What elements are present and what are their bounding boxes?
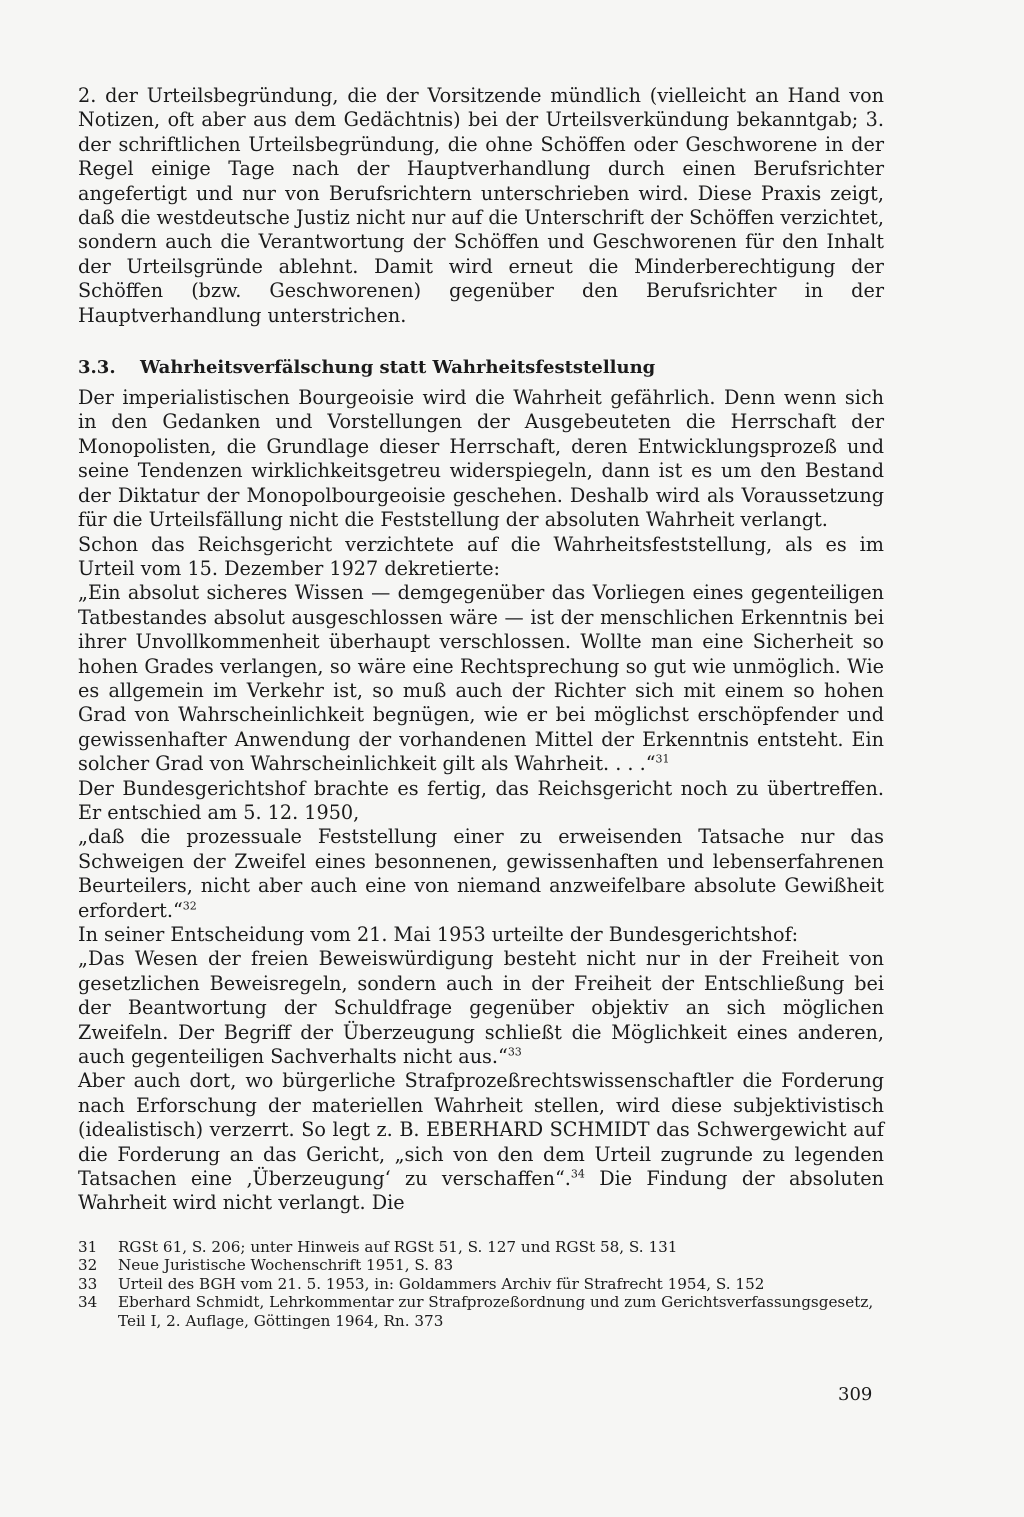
footnote-ref-33: 33 <box>507 1045 522 1059</box>
quote-bgh-1953 <box>78 947 884 1069</box>
page-number: 309 <box>838 1384 873 1405</box>
quote-bgh-1950-text: „daß die prozessuale Feststellung einer zu erweisenden Tatsache nur das Schweigen der Zweifel eines besonnenen, gewissenhaften und lebenserfahrenen Beurteilers, nicht aber auch eine von niemand anzweifelbare absolute Gewißheit erfordert.“ <box>78 825 884 922</box>
intro-paragraph: 2. der Urteilsbegründung, die der Vorsitzende mündlich (vielleicht an Hand von Notizen, oft aber aus dem Gedächtnis) bei der Urteilsverkündung bekanntgab; 3. der schriftlichen Urteilsbegründung, die ohne Schöffen oder Geschworene in der Regel einige Tage nach der Hauptverhandlung durch einen Berufsrichter angefertigt und nur von Berufsrichtern unterschrieben wird. Diese Praxis zeigt, daß die westdeutsche Justiz nicht nur auf die Unterschrift der Schöffen verzichtet, sondern auch die Verantwortung der Schöffen und Geschworenen für den Inhalt der Urteilsgründe ablehnt. Damit wird erneut die Minderberechtigung der Schöffen (bzw. Geschworenen) gegenüber den Berufsrichter in der Hauptverhandlung unterstrichen. <box>78 84 884 327</box>
footnote-text: Neue Juristische Wochenschrift 1951, S. 83 <box>118 1256 454 1275</box>
section-number: 3.3. <box>78 357 116 379</box>
footnote-number: 34 <box>78 1293 98 1312</box>
quote-reichsgericht <box>78 581 884 776</box>
paragraph-bourgeoisie: Der imperialistischen Bourgeoisie wird die Wahrheit gefährlich. Denn wenn sich in den Gedanken und Vorstellungen der Ausgebeuteten die Herrschaft der Monopolisten, die Grundlage dieser Herrschaft, deren Entwicklungsprozeß und seine Tendenzen wirklichkeitsgetreu widerspiegeln, dann ist es um den Bestand der Diktatur der Monopolbourgeoisie geschehen. Deshalb wird als Voraussetzung für die Urteilsfällung nicht die Feststellung der absoluten Wahrheit verlangt. <box>78 386 884 532</box>
footnote-text: Urteil des BGH vom 21. 5. 1953, in: Goldammers Archiv für Strafrecht 1954, S. 152 <box>118 1274 765 1293</box>
paragraph-schmidt-continuation: Die Findung der absoluten Wahrheit wird nicht verlangt. Die <box>78 1167 884 1215</box>
quote-reichsgericht-text: „Ein absolut sicheres Wissen — demgegenüber das Vorliegen eines gegenteiligen Tatbestandes absolut ausgeschlossen wäre — ist der menschlichen Erkenntnis bei ihrer Unvollkommenheit überhaupt verschlossen. Wollte man eine Sicherheit so hohen Grades verlangen, so wäre eine Rechtsprechung so gut wie unmöglich. Wie es allgemein im Verkehr ist, so muß auch der Richter sich mit einem so hohen Grad von Wahrscheinlichkeit begnügen, wie er bei möglichst erschöpfender und gewissenhafter Anwendung der vorhandenen Mittel der Erkenntnis entsteht. Ein solcher Grad von Wahrscheinlichkeit gilt als Wahrheit. . . .“ <box>78 581 884 776</box>
page-body <box>78 84 884 1330</box>
footnote-text: RGSt 61, S. 206; unter Hinweis auf RGSt 51, S. 127 und RGSt 58, S. 131 <box>118 1237 678 1256</box>
quote-bgh-1953-text: „Das Wesen der freien Beweiswürdigung besteht nicht nur in der Freiheit von gesetzlichen Beweisregeln, sondern auch in der Freiheit der Entschließung bei der Beantwortung der Schuldfrage gegenüber objektiv an sich möglichen Zweifeln. Der Begriff der Überzeugung schließt die Möglichkeit eines anderen, auch gegenteiligen Sachverhalts nicht aus.“ <box>78 947 884 1069</box>
footnote-ref-34: 34 <box>570 1167 585 1181</box>
footnote-ref-32: 32 <box>182 899 197 913</box>
footnote-text: Eberhard Schmidt, Lehrkommentar zur Strafprozeßordnung und zum Gerichtsverfassungsgesetz, Teil I, 2. Auflage, Göttingen 1964, Rn. 373 <box>118 1293 874 1330</box>
paragraph-bundesgerichtshof: Der Bundesgerichtshof brachte es fertig, das Reichsgericht noch zu übertreffen. Er entschied am 5. 12. 1950, <box>78 776 884 824</box>
paragraph-entscheidung-1953: In seiner Entscheidung vom 21. Mai 1953 urteilte der Bundesgerichtshof: <box>78 923 799 946</box>
footnote-31 <box>78 1238 884 1256</box>
footnote-34 <box>78 1293 884 1330</box>
footnote-number: 31 <box>78 1237 98 1256</box>
section-title: Wahrheitsverfälschung statt Wahrheitsfeststellung <box>140 357 656 379</box>
paragraph-schmidt-text: Aber auch dort, wo bürgerliche Strafprozeßrechtswissenschaftler die Forderung nach Erforschung der materiellen Wahrheit stellen, wird diese subjektivistisch (idealistisch) verzerrt. So legt z. B. EBERHARD SCHMIDT das Schwergewicht auf die Forderung an das Gericht, „sich von den dem Urteil zugrunde zu legenden Tatsachen eine ‚Überzeugung‘ zu verschaffen“. <box>78 1069 884 1191</box>
footnote-number: 33 <box>78 1274 98 1293</box>
quote-bgh-1950 <box>78 825 884 923</box>
footnote-ref-31: 31 <box>655 752 670 766</box>
footnote-32 <box>78 1256 884 1274</box>
paragraph-reichsgericht: Schon das Reichsgericht verzichtete auf die Wahrheitsfeststellung, als es im Urteil vom 15. Dezember 1927 dekretierte: <box>78 532 884 580</box>
section-heading <box>78 356 884 380</box>
footnote-33 <box>78 1275 884 1293</box>
footnotes <box>78 1238 884 1330</box>
paragraph-schmidt <box>78 1069 884 1215</box>
footnote-number: 32 <box>78 1256 98 1275</box>
